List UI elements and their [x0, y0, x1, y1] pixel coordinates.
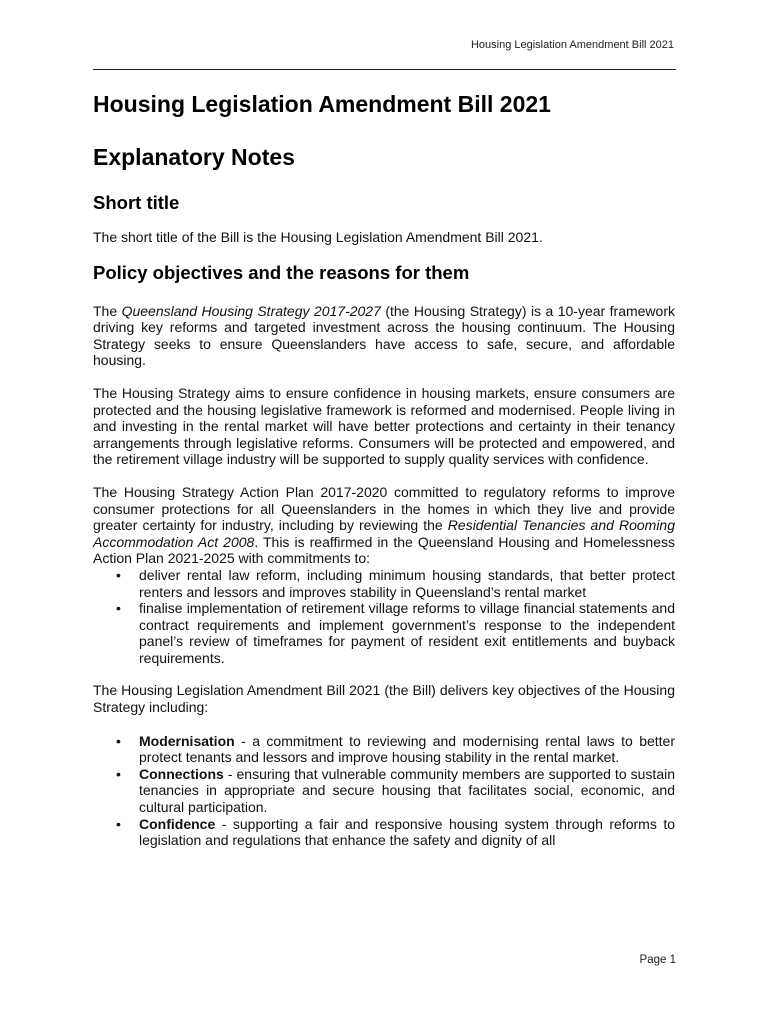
- running-header: Housing Legislation Amendment Bill 2021: [470, 39, 674, 51]
- bullet-icon: •: [116, 600, 121, 617]
- policy-paragraph-3: The Housing Strategy Action Plan 2017-2020 committed to regulatory reforms to improve consumer protections for all Queenslanders in the homes in which they live and provide greater certainty for industry, including by reviewing the Residential Tenancies and Rooming Accommodation Act 2008. This is reaffirmed in the Queensland Housing and Homelessness Action Plan 2021-2025 with commitments to:: [93, 483, 676, 567]
- bullet-icon: •: [116, 732, 121, 749]
- bullet-icon: •: [116, 765, 121, 782]
- document-title: Housing Legislation Amendment Bill 2021: [93, 91, 551, 117]
- short-title-paragraph: The short title of the Bill is the Housing Legislation Amendment Bill 2021.: [93, 229, 543, 245]
- act-title-italic: Residential Tenancies and Rooming Accommodation Act 2008: [93, 517, 676, 550]
- objectives-list: [93, 733, 675, 849]
- bullet-icon: •: [116, 815, 121, 832]
- bullet-icon: •: [116, 566, 121, 583]
- policy-paragraph-1: The Queensland Housing Strategy 2017-2027 (the Housing Strategy) is a 10-year framework driving key reforms and targeted investment across the housing continuum. The Housing Strategy seeks to ensure Queenslanders have access to safe, secure, and affordable housing.: [93, 302, 675, 369]
- list-item: • Connections - ensuring that vulnerable community members are supported to sustain tenancies in appropriate and secure housing that facilitates social, economic, and cultural participation.: [116, 765, 675, 816]
- section-heading-policy: Policy objectives and the reasons for them: [93, 261, 470, 283]
- list-item: • Confidence - supporting a fair and responsive housing system through reforms to legislation and regulations that enhance the safety and dignity of all: [116, 815, 675, 849]
- section-heading-short-title: Short title: [93, 192, 180, 213]
- page-number: Page 1: [639, 954, 676, 966]
- commitments-list: [93, 567, 675, 667]
- list-item: • deliver rental law reform, including minimum housing standards, that better protect renters and lessors and improves stability in Queensland’s rental market: [116, 566, 675, 600]
- list-item: • Modernisation - a commitment to reviewing and modernising rental laws to better protect tenants and lessors and improve housing stability in the rental market.: [116, 732, 675, 766]
- strategy-title-italic: Queensland Housing Strategy 2017-2027: [121, 302, 381, 319]
- policy-paragraph-4: The Housing Legislation Amendment Bill 2021 (the Bill) delivers key objectives of the Housing Strategy including:: [93, 682, 675, 716]
- document-body: [93, 88, 675, 849]
- header-divider: [93, 69, 676, 70]
- policy-paragraph-2: The Housing Strategy aims to ensure confidence in housing markets, ensure consumers are protected and the housing legislative framework is reformed and modernised. People living in and investing in the rental market will have better protections and certainty in their tenancy arrangements through legislative reforms. Consumers will be protected and empowered, and the retirement village industry will be supported to supply quality services with confidence.: [93, 384, 675, 468]
- list-item: • finalise implementation of retirement village reforms to village financial statements and contract requirements and implement government’s response to the independent panel’s review of timeframes for payment of resident exit entitlements and buyback requirements.: [116, 600, 675, 666]
- document-subtitle: Explanatory Notes: [93, 144, 295, 170]
